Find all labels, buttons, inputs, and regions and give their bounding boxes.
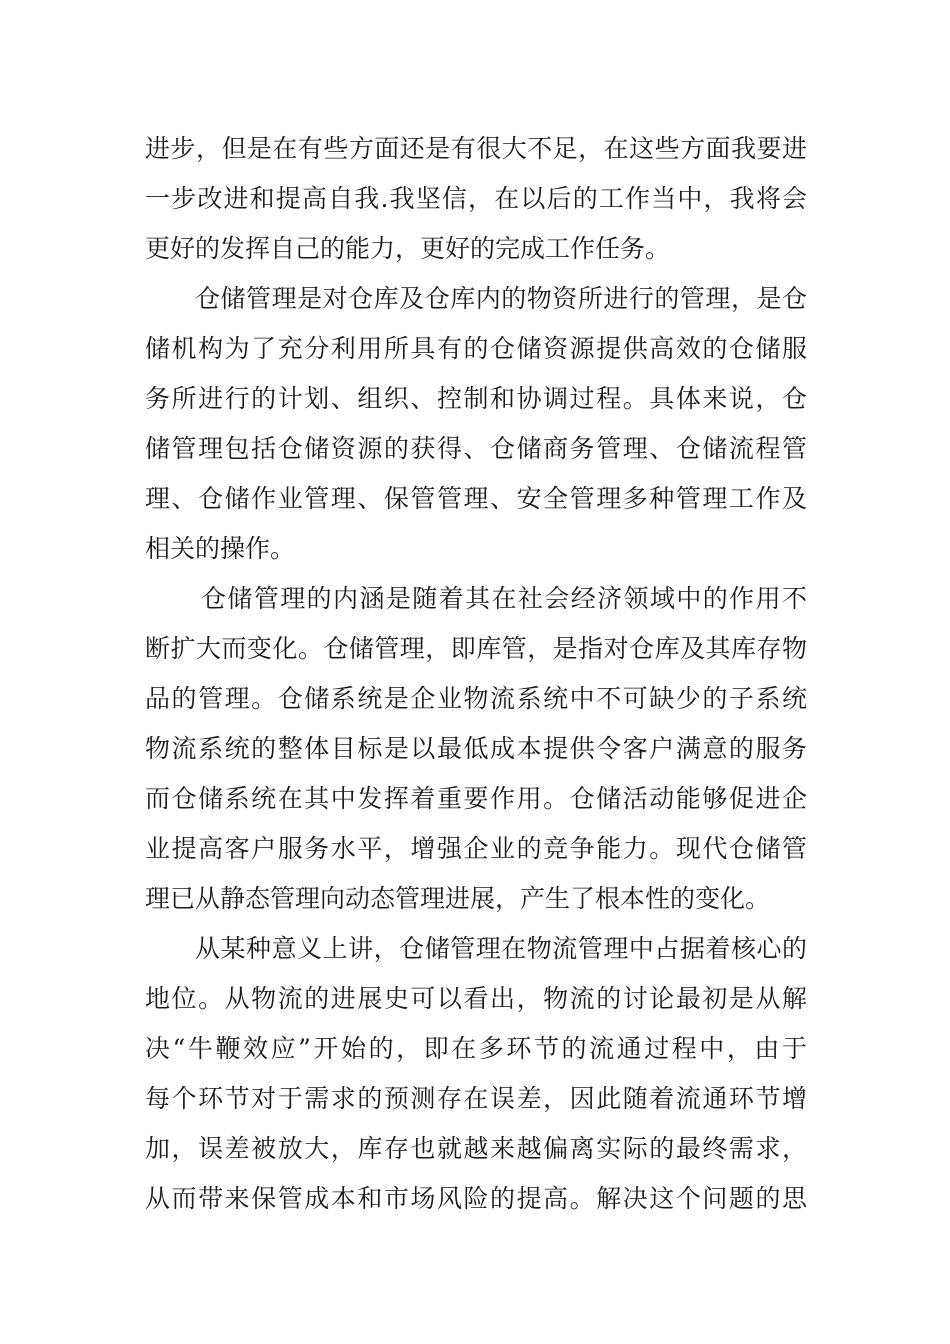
text-line: 理、仓储作业管理、保管管理、安全管理多种管理工作及 [145, 484, 807, 513]
text-line: 从某种意义上讲，仓储管理在物流管理中占据着核心的 [195, 934, 807, 963]
text-line: 仓储管理的内涵是随着其在社会经济领域中的作用不 [201, 584, 807, 613]
text-line: 一步改进和提高自我.我坚信，在以后的工作当中，我将会 [145, 184, 807, 213]
text-line: 地位。从物流的进展史可以看出，物流的讨论最初是从解 [145, 984, 807, 1013]
text-line: 相关的操作。 [145, 534, 296, 563]
text-line: 储管理包括仓储资源的获得、仓储商务管理、仓储流程管 [145, 434, 807, 463]
text-line: 进步，但是在有些方面还是有很大不足，在这些方面我要进 [145, 134, 807, 163]
text-line: 储机构为了充分利用所具有的仓储资源提供高效的仓储服 [145, 334, 807, 363]
text-line: 加，误差被放大，库存也就越来越偏离实际的最终需求， [145, 1134, 807, 1163]
paragraph-2 [145, 274, 807, 574]
text-line: 物流系统的整体目标是以最低成本提供令客户满意的服务 [145, 734, 807, 763]
text-line: 仓储管理是对仓库及仓库内的物资所进行的管理，是仓 [195, 284, 807, 313]
paragraph-3 [145, 574, 807, 924]
text-line: 更好的发挥自己的能力，更好的完成工作任务。 [145, 234, 671, 263]
body-text [145, 124, 807, 1224]
text-line: 理已从静态管理向动态管理进展，产生了根本性的变化。 [145, 884, 771, 913]
text-line: 断扩大而变化。仓储管理，即库管，是指对仓库及其库存物 [145, 634, 807, 663]
paragraph-4 [145, 924, 807, 1224]
text-line: 品的管理。仓储系统是企业物流系统中不可缺少的子系统 [145, 684, 807, 713]
paragraph-1 [145, 124, 807, 274]
text-line: 每个环节对于需求的预测存在误差，因此随着流通环节增 [145, 1084, 807, 1113]
text-line: 业提高客户服务水平，增强企业的竞争能力。现代仓储管 [145, 834, 807, 863]
text-line: 从而带来保管成本和市场风险的提高。解决这个问题的思 [145, 1184, 807, 1213]
text-line: 决“牛鞭效应”开始的，即在多环节的流通过程中，由于 [145, 1034, 807, 1063]
text-line: 务所进行的计划、组织、控制和协调过程。具体来说，仓 [145, 384, 807, 413]
text-line: 而仓储系统在其中发挥着重要作用。仓储活动能够促进企 [145, 784, 807, 813]
